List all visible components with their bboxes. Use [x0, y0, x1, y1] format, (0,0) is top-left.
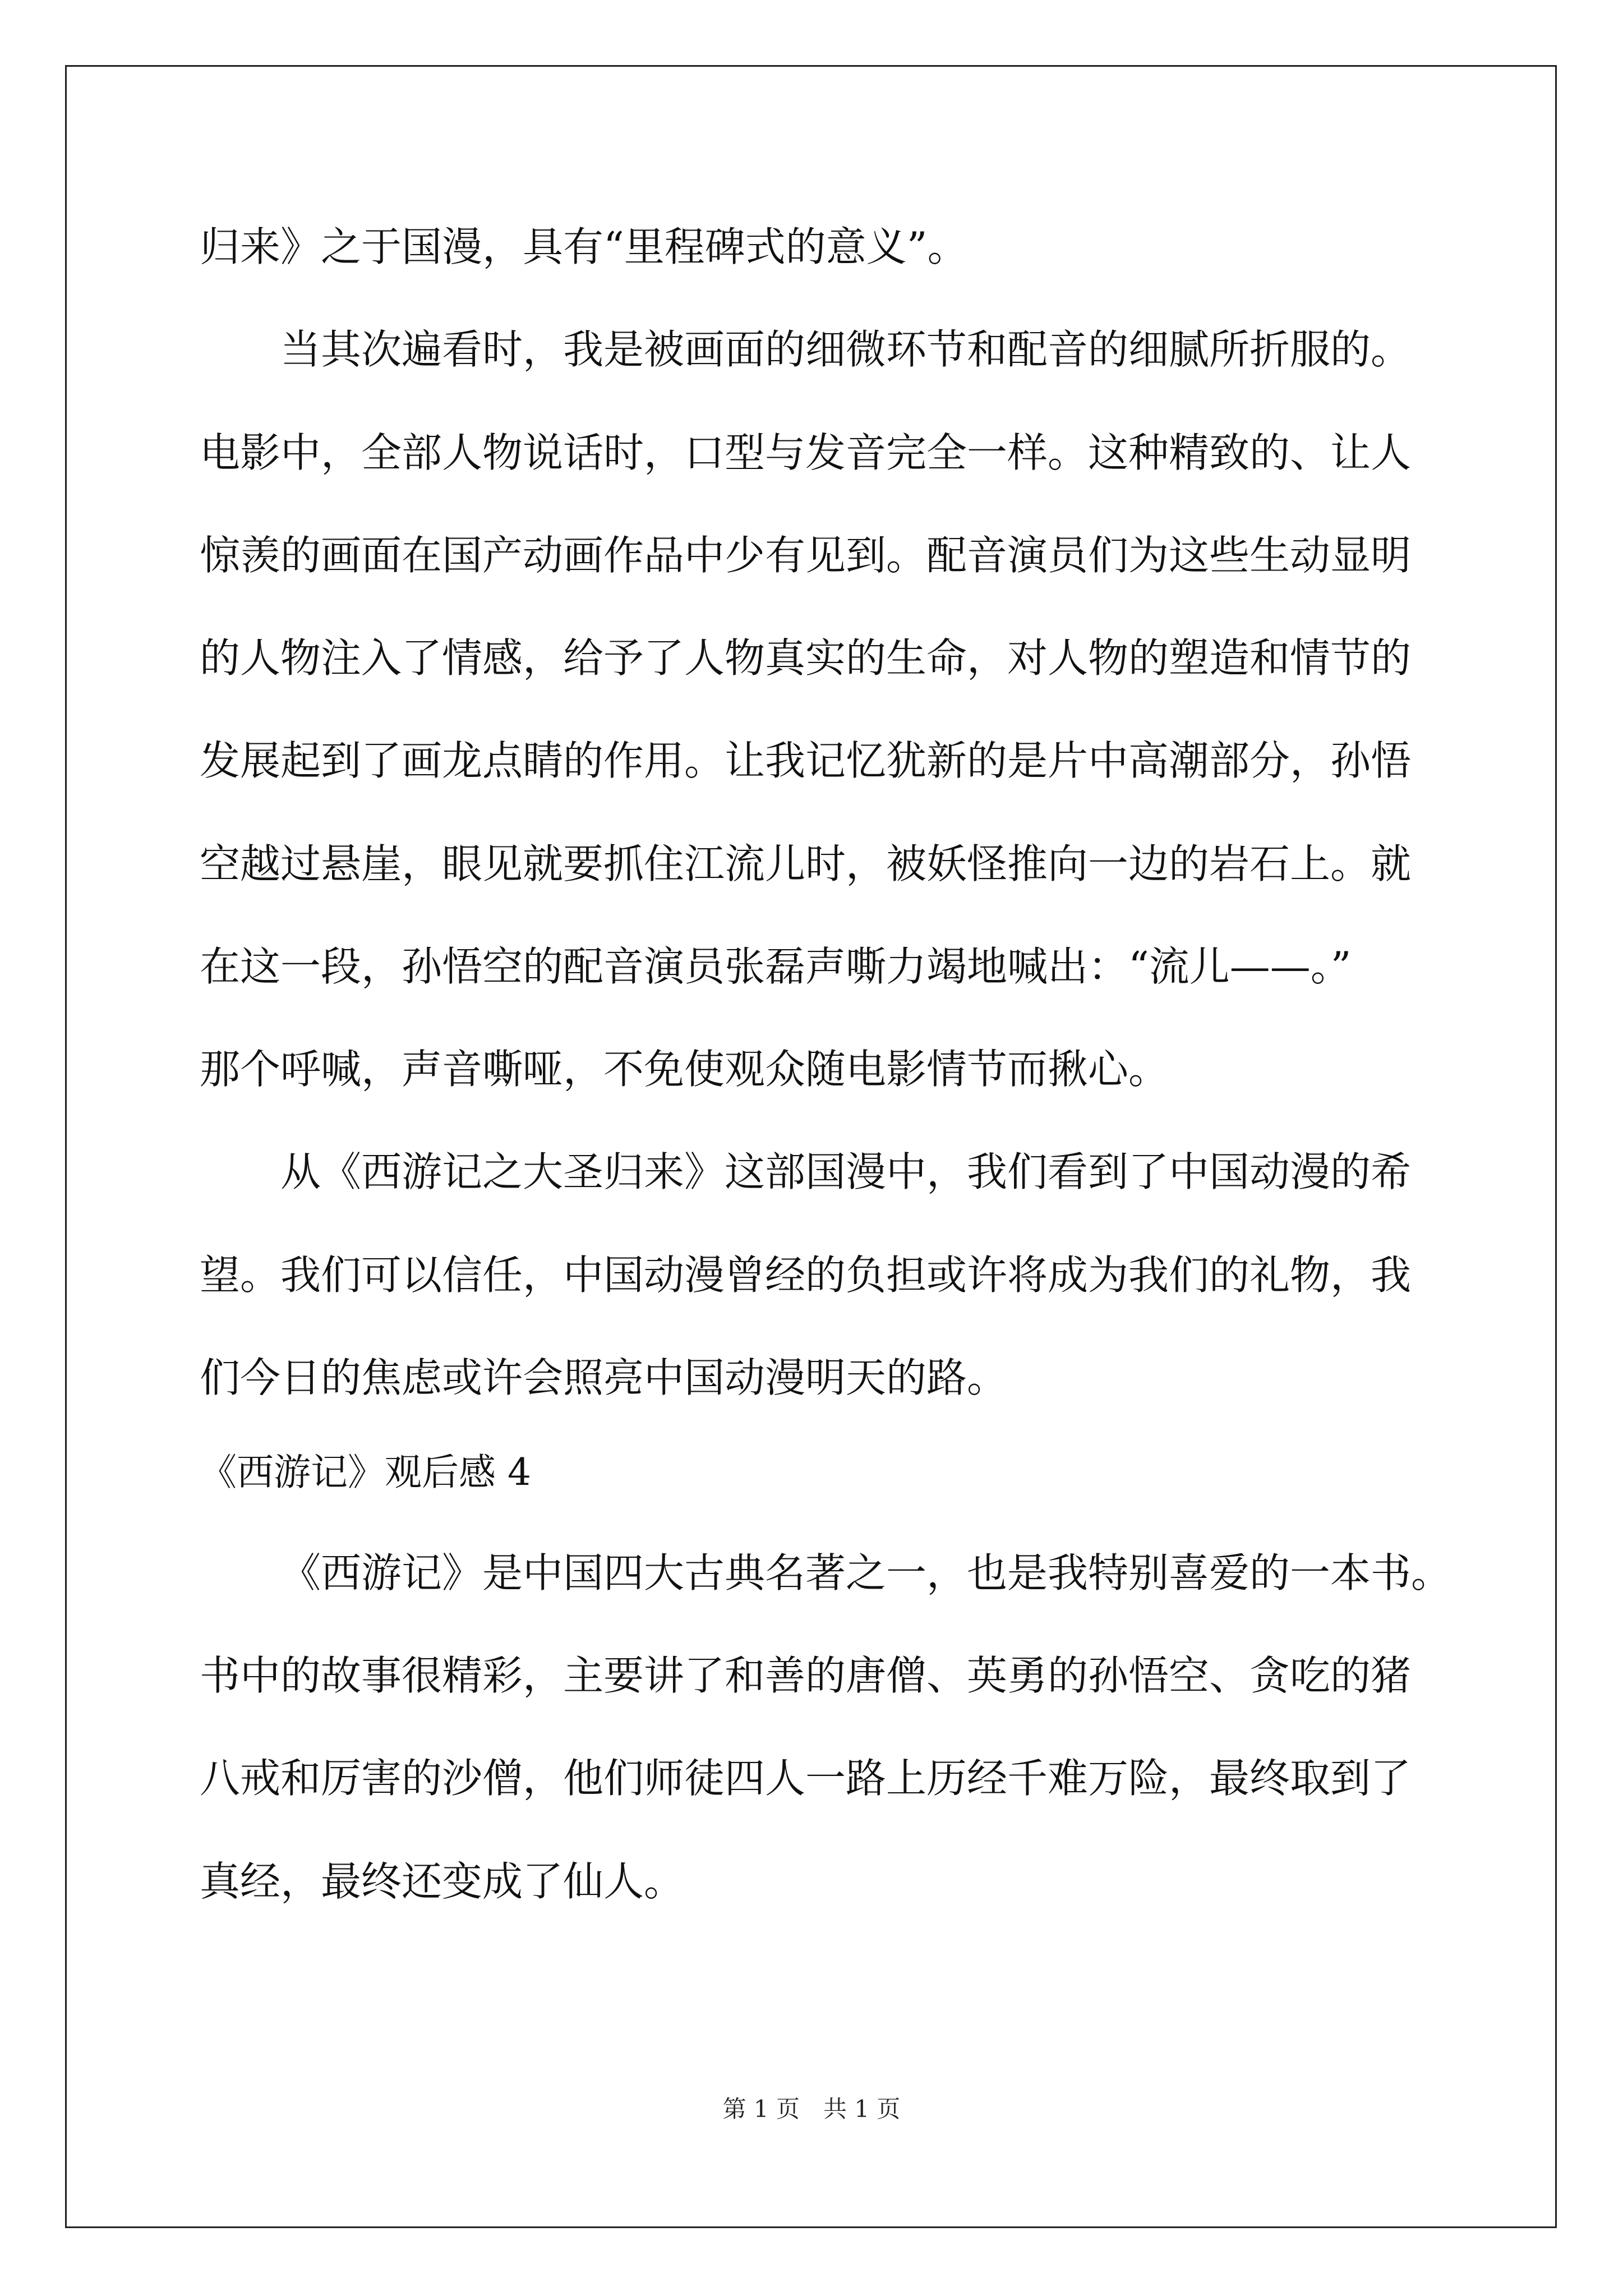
text-line: 惊羡的画面在国产动画作品中少有见到。配音演员们为这些生动显明 — [200, 532, 1412, 579]
text-line: 发展起到了画龙点睛的作用。让我记忆犹新的是片中高潮部分，孙悟 — [200, 737, 1412, 784]
text-line: 书中的故事很精彩，主要讲了和善的唐僧、英勇的孙悟空、贪吃的猪 — [200, 1652, 1412, 1699]
text-line: 真经，最终还变成了仙人。 — [200, 1858, 685, 1905]
text-line: 的人物注入了情感，给予了人物真实的生命，对人物的塑造和情节的 — [200, 634, 1412, 682]
text-line: 们今日的焦虑或许会照亮中国动漫明天的路。 — [200, 1354, 1008, 1401]
text-line: 八戒和厉害的沙僧，他们师徒四人一路上历经千难万险，最终取到了 — [200, 1755, 1412, 1802]
page-number-footer: 第 1 页 共 1 页 — [722, 2095, 901, 2123]
text-line: 望。我们可以信任，中国动漫曾经的负担或许将成为我们的礼物，我 — [200, 1251, 1412, 1299]
text-line: 那个呼喊，声音嘶哑，不免使观众随电影情节而揪心。 — [200, 1046, 1169, 1093]
text-line: 在这一段，孙悟空的配音演员张磊声嘶力竭地喊出：“流儿——。” — [200, 943, 1352, 990]
paragraph-start-line: 《西游记》是中国四大古典名著之一，也是我特别喜爱的一本书。 — [280, 1549, 1452, 1596]
text-line: 空越过悬崖，眼见就要抓住江流儿时，被妖怪推向一边的岩石上。就 — [200, 840, 1412, 887]
paragraph-start-line: 当其次遍看时，我是被画面的细微环节和配音的细腻所折服的。 — [280, 326, 1412, 373]
text-line: 归来》之于国漫，具有“里程碑式的意义”。 — [200, 223, 968, 270]
paragraph-start-line: 从《西游记之大圣归来》这部国漫中，我们看到了中国动漫的希 — [280, 1148, 1412, 1195]
text-line: 电影中，全部人物说话时，口型与发音完全一样。这种精致的、让人 — [200, 429, 1412, 476]
section-heading: 《西游记》观后感 4 — [200, 1451, 531, 1494]
